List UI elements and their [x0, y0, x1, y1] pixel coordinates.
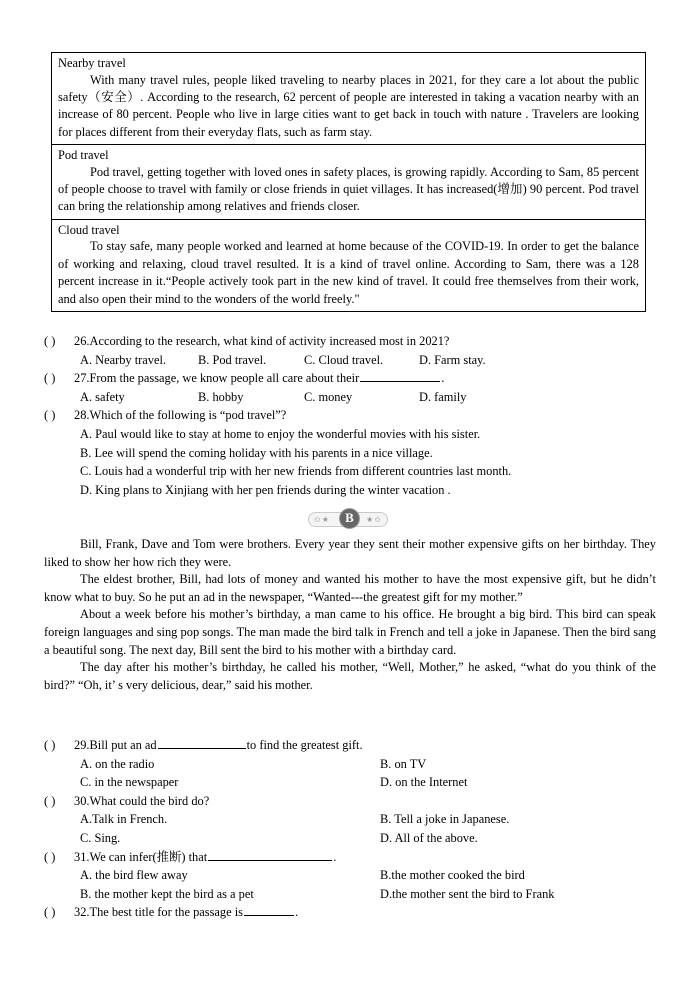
question-27-number: 27. — [74, 371, 90, 386]
question-30-option-b[interactable]: B. Tell a joke in Japanese. — [380, 812, 510, 827]
question-27-blank[interactable] — [360, 369, 440, 382]
questions-group-a — [44, 332, 654, 499]
question-31-options-row-2 — [44, 885, 656, 904]
question-29-option-a[interactable]: A. on the radio — [80, 756, 155, 771]
question-29-option-b[interactable]: B. on TV — [380, 756, 427, 771]
question-28-answer-bracket[interactable]: ( ) — [44, 408, 56, 423]
question-30-number: 30. — [74, 793, 90, 808]
question-30 — [44, 792, 656, 848]
question-30-stem-line — [44, 792, 656, 811]
passage-b-paragraph-4: The day after his mother’s birthday, he called his mother, “Well, Mother,” he asked, “what do you think of the bird?” “Oh, it’ s very delicious, dear,” said his mother. — [44, 660, 656, 692]
question-30-stem: What could the bird do? — [89, 793, 210, 808]
question-31-options-row-1 — [44, 866, 656, 885]
question-32-stem-end: . — [294, 905, 299, 920]
question-27-stem: From the passage, we know people all care about their — [89, 371, 360, 386]
question-29-number: 29. — [74, 738, 90, 752]
question-28-option-a[interactable]: A. Paul would like to stay at home to enjoy the wonderful movies with his sister. — [80, 426, 481, 441]
question-32-number: 32. — [74, 905, 90, 920]
section-body-nearby: With many travel rules, people liked traveling to nearby places in 2021, for they care a lot about the public safety（安全）. According to the research, 62 percent of people are interested in taking a vacation nearby with an increase of 80 percent. People who live in large cities want to get back in touch with nature . Travelers are looking for places different from their everyday flats, such as farm stay. — [58, 72, 639, 139]
passage-b-paragraph-3: About a week before his mother’s birthday, a man came to his office. He brought a big bird. This bird can speak foreign languages and sing pop songs. The man made the bird talk in French and tell a joke in Japanese. Then the bird sang a beautiful song. The next day, Bill sent the bird to his mother with a birthday card. — [44, 607, 656, 657]
section-body-pod: Pod travel, getting together with loved ones in safety places, is growing rapidly. According to Sam, 85 percent of people choose to travel with family or close friends in quiet villages. It has increased(增加) 90 percent. Pod travel can bring the relationship among relatives and friends closer. — [58, 164, 639, 214]
question-30-option-c[interactable]: C. Sing. — [80, 830, 121, 845]
passage-a-section-nearby — [52, 53, 645, 145]
question-29-stem: Bill put an ad — [89, 738, 157, 752]
question-29-answer-bracket[interactable]: ( ) — [44, 738, 56, 752]
section-body-cloud: To stay safe, many people worked and learned at home because of the COVID-19. In order to get the balance of working and relaxing, cloud travel resulted. It is a kind of travel online. According to Sam, there was a 128 percent increase in it.“People actively took part in the new kind of travel. It could free themselves from their work, and also open their mind to the wonders of the world freely." — [58, 239, 639, 306]
question-28-option-c[interactable]: C. Louis had a wonderful trip with her new friends from different countries last month. — [80, 464, 512, 479]
question-29-blank[interactable] — [158, 736, 246, 749]
section-divider-b — [0, 508, 696, 534]
question-29-options-row-2 — [44, 773, 656, 792]
question-26-answer-bracket[interactable]: ( ) — [44, 334, 56, 348]
question-30-option-a[interactable]: A.Talk in French. — [80, 812, 168, 827]
question-28-option-d[interactable]: D. King plans to Xinjiang with her pen friends during the winter vacation . — [80, 482, 451, 497]
question-27-option-b[interactable]: B. hobby — [198, 389, 244, 404]
question-26-option-d[interactable]: D. Farm stay. — [419, 352, 486, 367]
questions-group-b — [44, 736, 656, 922]
passage-a-section-pod — [52, 145, 645, 220]
question-31-option-b[interactable]: B.the mother cooked the bird — [380, 868, 525, 883]
question-30-answer-bracket[interactable]: ( ) — [44, 793, 56, 808]
question-27-stem-end: . — [441, 371, 445, 386]
question-26-stem: According to the research, what kind of activity increased most in 2021? — [89, 334, 450, 348]
question-28-stem: Which of the following is “pod travel”? — [89, 408, 287, 423]
question-27-option-c[interactable]: C. money — [304, 389, 353, 404]
section-heading-cloud: Cloud travel — [58, 222, 120, 237]
section-letter-badge: B — [339, 508, 360, 529]
passage-b-paragraph-2: The eldest brother, Bill, had lots of money and wanted his mother to have the most expensive gift, but he didn’t know what to buy. So he put an ad in the newspaper, “Wanted---the greatest gift for my mother.” — [44, 572, 656, 604]
question-30-option-d[interactable]: D. All of the above. — [380, 830, 478, 845]
question-27 — [44, 369, 654, 406]
section-heading-nearby: Nearby travel — [58, 56, 126, 70]
question-28-number: 28. — [74, 408, 90, 423]
question-32-stem-line — [44, 903, 656, 922]
question-31-option-d[interactable]: D.the mother sent the bird to Frank — [380, 886, 555, 901]
question-32-blank[interactable] — [244, 903, 294, 916]
passage-a-table — [51, 52, 646, 312]
question-27-option-d[interactable]: D. family — [419, 389, 467, 404]
stars-left-icon: ✩★ — [314, 515, 330, 524]
question-26-option-b[interactable]: B. Pod travel. — [198, 352, 267, 367]
question-26-option-a[interactable]: A. Nearby travel. — [80, 352, 167, 367]
passage-b — [44, 536, 656, 694]
question-31-option-a[interactable]: A. the bird flew away — [80, 868, 188, 883]
question-31-number: 31. — [74, 849, 90, 864]
question-31-stem: We can infer(推断) that — [89, 849, 208, 864]
question-31 — [44, 848, 656, 904]
passage-b-paragraph-1: Bill, Frank, Dave and Tom were brothers. Every year they sent their mother expensive gifts on her birthday. They liked to show her how rich they were. — [44, 537, 656, 569]
question-26-options — [44, 351, 654, 370]
question-26-number: 26. — [74, 334, 90, 348]
question-31-stem-end: . — [333, 849, 337, 864]
question-31-blank[interactable] — [208, 848, 332, 861]
question-28-stem-line — [44, 406, 654, 425]
question-27-answer-bracket[interactable]: ( ) — [44, 371, 56, 386]
question-30-options-row-2 — [44, 829, 656, 848]
question-31-option-c[interactable]: B. the mother kept the bird as a pet — [80, 886, 254, 901]
question-29-stem-line — [44, 736, 656, 755]
question-26-stem-line — [44, 332, 654, 351]
question-32 — [44, 903, 656, 922]
question-29-options-row-1 — [44, 755, 656, 774]
question-27-stem-line — [44, 369, 654, 388]
question-27-options — [44, 388, 654, 407]
question-32-answer-bracket[interactable]: ( ) — [44, 905, 56, 920]
question-30-options-row-1 — [44, 810, 656, 829]
question-27-option-a[interactable]: A. safety — [80, 389, 125, 404]
question-28 — [44, 406, 654, 499]
passage-a-section-cloud — [52, 220, 645, 311]
stars-right-icon: ★✩ — [366, 515, 382, 524]
question-26 — [44, 332, 654, 369]
question-28-option-b[interactable]: B. Lee will spend the coming holiday with his parents in a nice village. — [80, 445, 433, 460]
question-29-option-c[interactable]: C. in the newspaper — [80, 775, 179, 790]
question-26-option-c[interactable]: C. Cloud travel. — [304, 352, 384, 367]
question-31-stem-line — [44, 848, 656, 867]
question-31-answer-bracket[interactable]: ( ) — [44, 849, 56, 864]
question-32-stem: The best title for the passage is — [89, 905, 243, 920]
section-heading-pod: Pod travel — [58, 148, 109, 163]
question-29 — [44, 736, 656, 792]
question-29-option-d[interactable]: D. on the Internet — [380, 775, 468, 790]
question-29-stem-end: to find the greatest gift. — [246, 738, 363, 752]
section-badge — [308, 508, 388, 530]
